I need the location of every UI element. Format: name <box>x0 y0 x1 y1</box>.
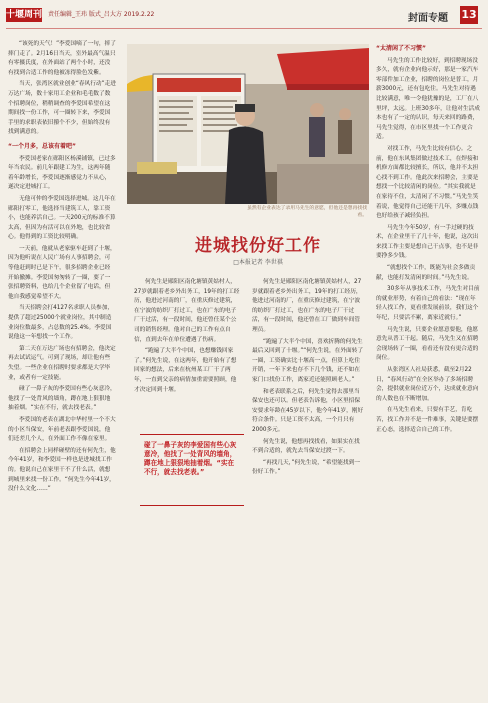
subheading: “一个月多，总该有着吧” <box>8 142 76 150</box>
paragraph: 李爱国老家在郧阳区杨溪铺镇，已过多年当农民。前几年跟建工为生，这两年随着年龄增长，李爱国逐渐感觉力不从心，遂决定进城打工。 <box>8 155 116 191</box>
paragraph: 在马先生看来，只要有手艺，肯吃苦，找工作并不是一件难事，关键是要摆正心态，选择适合自己的工作。 <box>376 407 479 433</box>
pull-quote <box>140 434 244 506</box>
paragraph: 马先生今年50岁，有一手过硬的技术，在企业里干了几十年，他说，这次出来找工作主要是想自己干点事，也不是非要挣多少钱。 <box>376 224 479 260</box>
paragraph: 何先生是郧阳区南化塘镇黄姑村人，27岁就跟着老乡外出务工，19年的打工经历，他进过河南的厂，在重庆修过建筑，在宁波的纺织厂打过工，也在广东的电子厂干过活，有一段时间，他还曾任某个公司的销售经理。他对自己的工作有点自信，直到去年在单位遭遇了伤病。 <box>134 279 240 343</box>
masthead-label: 十堰周刊 <box>6 10 43 20</box>
subheading: “太清闲了不习惯” <box>376 45 426 52</box>
column-left <box>8 40 116 700</box>
news-photo <box>127 44 369 204</box>
page-header <box>0 0 488 40</box>
pull-quote-text: 碰了一鼻子灰的李爱国有些心灰意冷，他找了一处背风的墙角，蹲在地上狠狠地抽着烟。“实在不行，就去找老表。” <box>144 441 237 476</box>
byline: □本报记者 李世祺 <box>233 259 283 266</box>
paragraph: 李爱国的老表在湖北中华村里一个不大的小区当保安，年前老表跟李爱国说，他们还差几个人，在外面工作不像在家里。 <box>8 416 116 443</box>
paragraph: 和老表联系之后，何先生觉得去那里当保安也还可以。但老表告诉他，小区里招保安要求年龄在45岁以下，他今年41岁，刚好符合条件。只是工资不太高，一个月只有2000多元。 <box>252 388 364 433</box>
paragraph: “跑遍了大半个中国，也想赚钱回家了。”何先生说，在这两年，他开始有了想回家的想法，后来在杭州某工厂干了两年，一直到父亲的病情加重需要照顾，他才决定回到十堰。 <box>134 348 237 393</box>
paragraph: 当天，张湾区就业创业“春风行动”走进万达广场，数十家用工企业和毛毛数了数个招聘岗位，稍稍调查的李爱国希望在这期间找一份工作，可一圈转下来，李爱国手里的求职表依旧攥个不少，但始终没有找到满意的。 <box>8 81 116 136</box>
paragraph: 碰了一鼻子灰的李爱国有些心灰意冷，他找了一处背风的墙角，蹲在地上狠狠地抽着烟。“实在不行，就去找老表。” <box>8 386 116 412</box>
paragraph: 马先生的工作比较好，到招聘现场没多久，就有企业向他示好，那是一家汽车零部件加工企业，招聘的岗位是普工，月薪3000元，还有包吃住。马先生对待遇比较满意，唯一令他犹豫的是，工厂在八里坪，太远。上班30多年，让他对生活成本也有了一定的认识，每天来回的路费，马先生觉得，在市区里找一个工作更合适。 <box>376 57 480 141</box>
paragraph: “再找几天，”何先生说，“希望能找到一份好工作。” <box>252 459 360 476</box>
masthead <box>6 8 42 22</box>
header-rule <box>6 28 482 29</box>
paragraph: 无他可仲的李爱国选择进城。这几年在郧阳打零工，他选择当建筑工人，靠工资小，也能养活自己。一天200元的标准不算太高，但因为有活可以在外地，也比较省心。他得到的工资比较明确。 <box>8 195 116 241</box>
paragraph: 何先生是郧阳区南化塘镇黄姑村人，27岁就跟着老乡外出务工，19年的打工经历，他进过河南的厂，在重庆修过建筑，在宁波的纺织厂打过工，也在广东的电子厂干过活，有一段时间，他还曾在工厂做到车间管理员。 <box>252 279 362 333</box>
article-title: 进城找份好工作 <box>195 236 321 256</box>
paragraph: 当天招聘会打4127名求职人员参加，提供了超过25000个就业岗位，其中制造业岗位数最多，占总数的25.4%。李爱国说他这一年想找一个工作。 <box>8 305 114 341</box>
paragraph: 从张湾区人社局获悉，截至2月22日，“春风行动”在全区举办了多场招聘会，提供就业岗位近万个，达成就业意向的人数也在不断增加。 <box>376 367 479 402</box>
paragraph: 马先生说，只要企业愿意要他，他愿意先从普工干起。随后，马先生又在招聘会现场转了一圈，看看还有没有更合适的岗位。 <box>376 326 479 362</box>
paragraph: 何先生说，他想再找找看，如果实在找不到合适的，就先去当保安过渡一下。 <box>252 438 360 455</box>
photo-illustration <box>127 44 369 204</box>
editor-meta: 责任编辑_王玮 版式_吕大方 2019.2.22 <box>48 11 155 18</box>
paragraph: 第二天在万达广场也有招聘会，他决定再去试试运气。可到了现场，却让他有些失望。一些企业在招聘时要求都是大学毕业，或者有一定技能。 <box>8 345 116 381</box>
column-right <box>376 40 480 700</box>
column-middle-right <box>252 278 364 700</box>
paragraph: 对找工作，马先生比较有信心。之前，他在东风集团做过技术工，在焊接和机修方面都比较擅长，所以，他并不太担心找不到工作。他此次来招聘会，主要是想找一个比较清闲的岗位。“其实我就是在家待不住，太清闲了不习惯。”马先生笑着说，他觉得自己还能干几年，多赚点钱也好给孩子减轻负担。 <box>376 145 479 220</box>
paragraph: 一天前，他就从老家驱车赶到了十堰，因为他听说在人民广场有人事招聘会，可等他赶到时已是下午，很多招聘企业已经开始撤摊。李爱国匆匆转了一圈，要了一张招聘资料，也给几个企业留了电话，但他自我感觉希望不大。 <box>8 245 116 300</box>
paragraph: “该死的天气！”李爱国嘀了一句，摔了摔门走了。2月16日当天，室外最高气温只有零摄氏度，在外面站了两个小时，还没有找到合适工作的他被冻得脸色发紫。 <box>8 41 116 76</box>
paragraph: “跑遍了大半个中国，喜欢折腾的何先生最后又回到了十堰。”“何先生说，在外面转了一圈，工资确实比十堰高一点，但算上吃住开销，一年下来也存不下几个钱，还不如在家门口找份工作，离家近还能照顾老人。” <box>252 338 364 383</box>
section-title: 封面专题 <box>408 13 448 24</box>
paragraph: “就想找个工作，既能为社会多做贡献，也能打发清闲的时间。”马先生说。 <box>376 265 476 281</box>
paragraph: 30多年从事技术工作，马先生对目前的就业形势，有着自己的看法：“现在年轻人找工作，更看重发展前景，我们这个年纪，只要活不累，离家近就行。” <box>376 286 480 322</box>
page-number: 13 <box>460 6 478 24</box>
paragraph: 在招聘会上同样碰壁的还有何先生，他今年41岁，和李爱国一样也是进城找工作的。他说自己在家里干不了什么活，就想到城里来找一份工作。“何先生今年41岁，没什么文化……” <box>8 447 116 493</box>
photo-caption: 虽然有企业表达了录用马先生的意愿，但他还是想再找找看。 <box>247 206 367 218</box>
